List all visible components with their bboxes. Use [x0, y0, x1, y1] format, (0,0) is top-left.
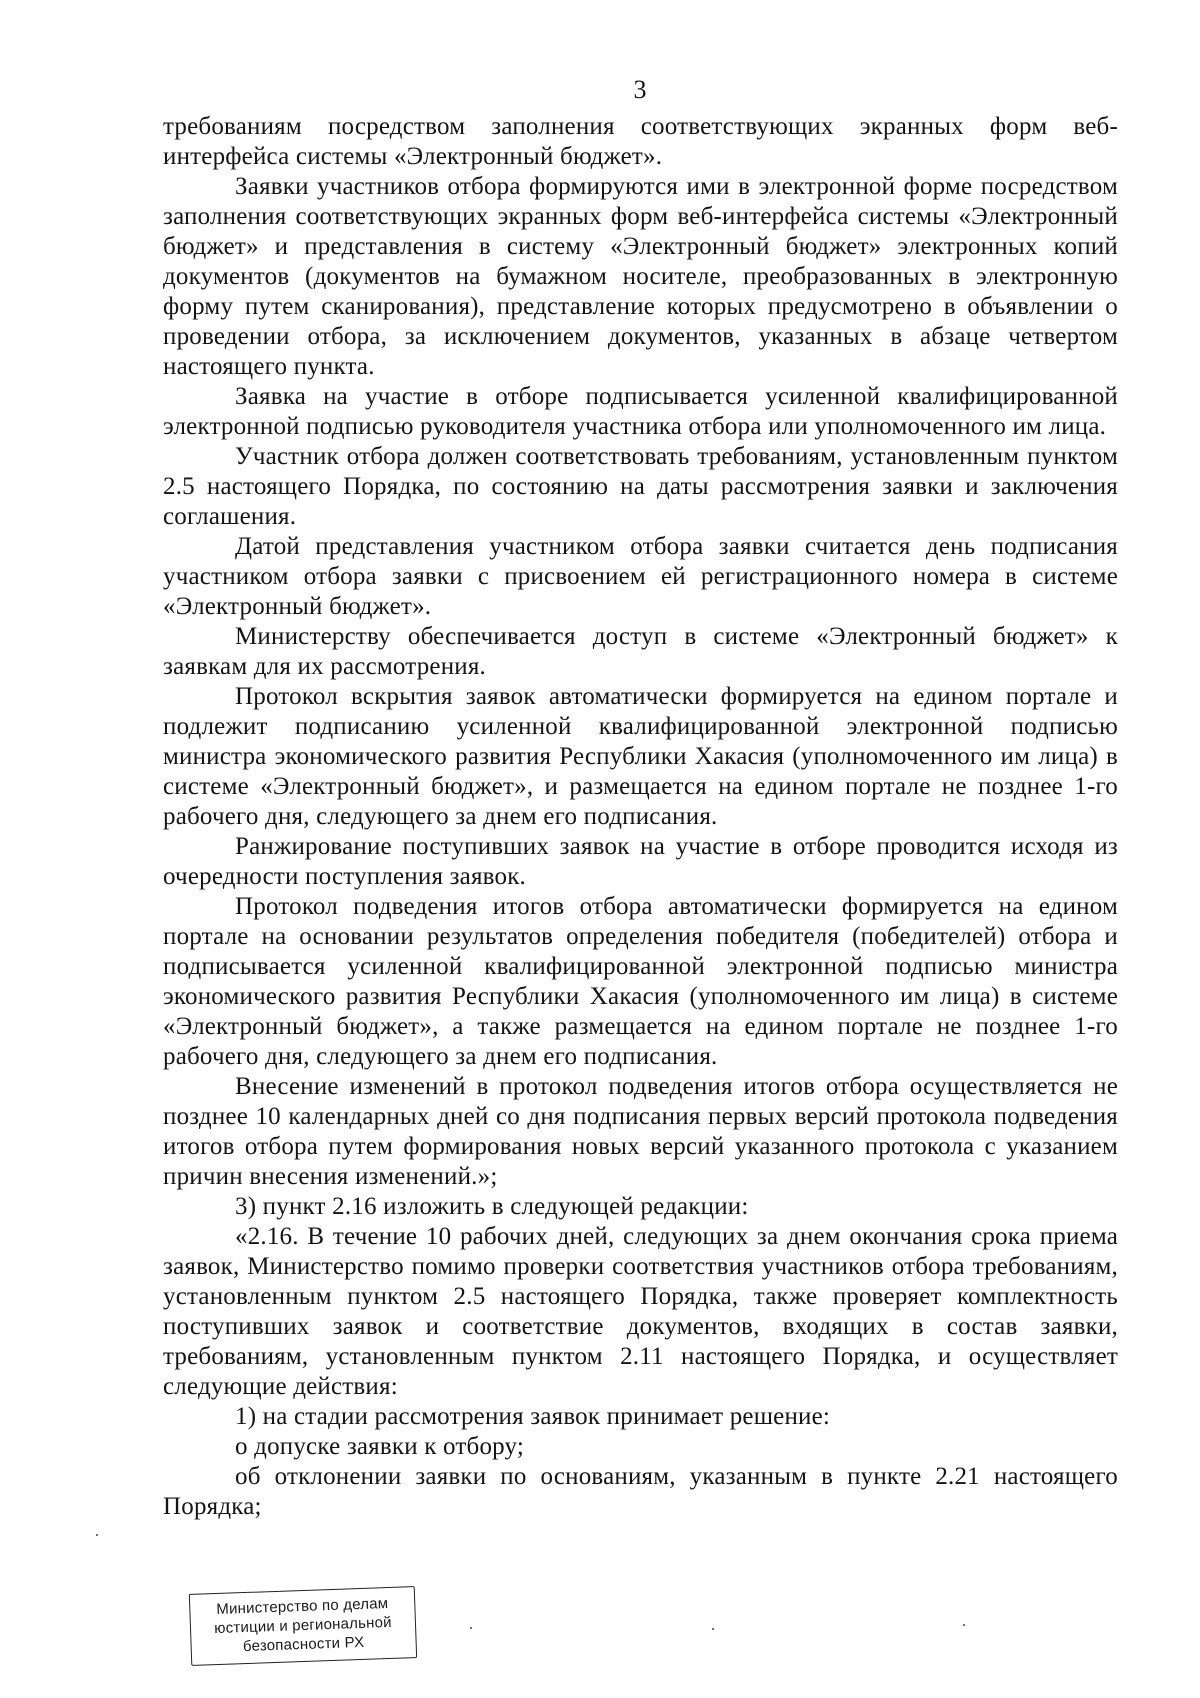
paragraph-subitem: об отклонении заявки по основаниям, указанным в пункте 2.21 настоящего Порядка;	[163, 1463, 1118, 1520]
paragraph: «2.16. В течение 10 рабочих дней, следующих за днем окончания срока приема заявок, Министерство помимо проверки соответствия участников отбора требованиям, установленным пунктом 2.5 настоящего Порядка, также проверяет комплектность поступивших заявок и соответствие документов, входящих в состав заявки, требованиям, установленным пунктом 2.11 настоящего Порядка, и осуществляет следующие действия:	[163, 1223, 1118, 1400]
stamp-line: Министерство по делам	[216, 1595, 389, 1619]
scan-speck	[470, 1627, 472, 1629]
stamp-line: безопасности РХ	[242, 1633, 365, 1656]
paragraph: Заявки участников отбора формируются ими в электронной форме посредством заполнения соответствующих экранных форм веб-интерфейса системы «Электронный бюджет» и представления в систему «Электронный бюджет» электронных копий документов (документов на бумажном носителе, преобразованных в электронную форму путем сканирования), представление которых предусмотрено в объявлении о проведении отбора, за исключением документов, указанных в абзаце четвертом настоящего пункта.	[163, 173, 1118, 380]
paragraph-amendment-item: 3) пункт 2.16 изложить в следующей редакции:	[235, 1193, 749, 1220]
paragraph: Участник отбора должен соответствовать требованиям, установленным пунктом 2.5 настоящего Порядка, по состоянию на даты рассмотрения заявки и заключения соглашения.	[163, 443, 1118, 530]
stamp-line: юстиции и региональной	[213, 1613, 392, 1638]
paragraph-continuation: требованиям посредством заполнения соответствующих экранных форм веб-интерфейса системы «Электронный бюджет».	[163, 113, 1118, 170]
scan-speck	[712, 1628, 714, 1630]
document-body	[163, 112, 1118, 1522]
paragraph: Заявка на участие в отборе подписывается усиленной квалифицированной электронной подписью руководителя участника отбора или уполномоченного им лица.	[163, 383, 1118, 440]
paragraph: Ранжирование поступивших заявок на участие в отборе проводится исходя из очередности поступления заявок.	[163, 833, 1118, 890]
paragraph: Министерству обеспечивается доступ в системе «Электронный бюджет» к заявкам для их рассмотрения.	[163, 623, 1118, 680]
paragraph: Внесение изменений в протокол подведения итогов отбора осуществляется не позднее 10 календарных дней со дня подписания первых версий протокола подведения итогов отбора путем формирования новых версий указанного протокола с указанием причин внесения изменений.»;	[163, 1073, 1118, 1190]
ministry-stamp	[189, 1586, 417, 1666]
paragraph-subitem: 1) на стадии рассмотрения заявок принимает решение:	[235, 1403, 831, 1430]
page-number: 3	[633, 75, 647, 104]
scan-speck	[963, 1624, 965, 1626]
paragraph: Протокол вскрытия заявок автоматически формируется на едином портале и подлежит подписанию усиленной квалифицированной электронной подписью министра экономического развития Республики Хакасия (уполномоченного им лица) в системе «Электронный бюджет», и размещается на едином портале не позднее 1-го рабочего дня, следующего за днем его подписания.	[163, 683, 1118, 830]
paragraph: Протокол подведения итогов отбора автоматически формируется на едином портале на основании результатов определения победителя (победителей) отбора и подписывается усиленной квалифицированной электронной подписью министра экономического развития Республики Хакасия (уполномоченного им лица) в системе «Электронный бюджет», а также размещается на едином портале не позднее 1-го рабочего дня, следующего за днем его подписания.	[163, 893, 1118, 1070]
paragraph-subitem: о допуске заявки к отбору;	[235, 1433, 525, 1460]
scan-speck	[96, 1534, 98, 1536]
paragraph: Датой представления участником отбора заявки считается день подписания участником отбора заявки с присвоением ей регистрационного номера в системе «Электронный бюджет».	[163, 533, 1118, 620]
